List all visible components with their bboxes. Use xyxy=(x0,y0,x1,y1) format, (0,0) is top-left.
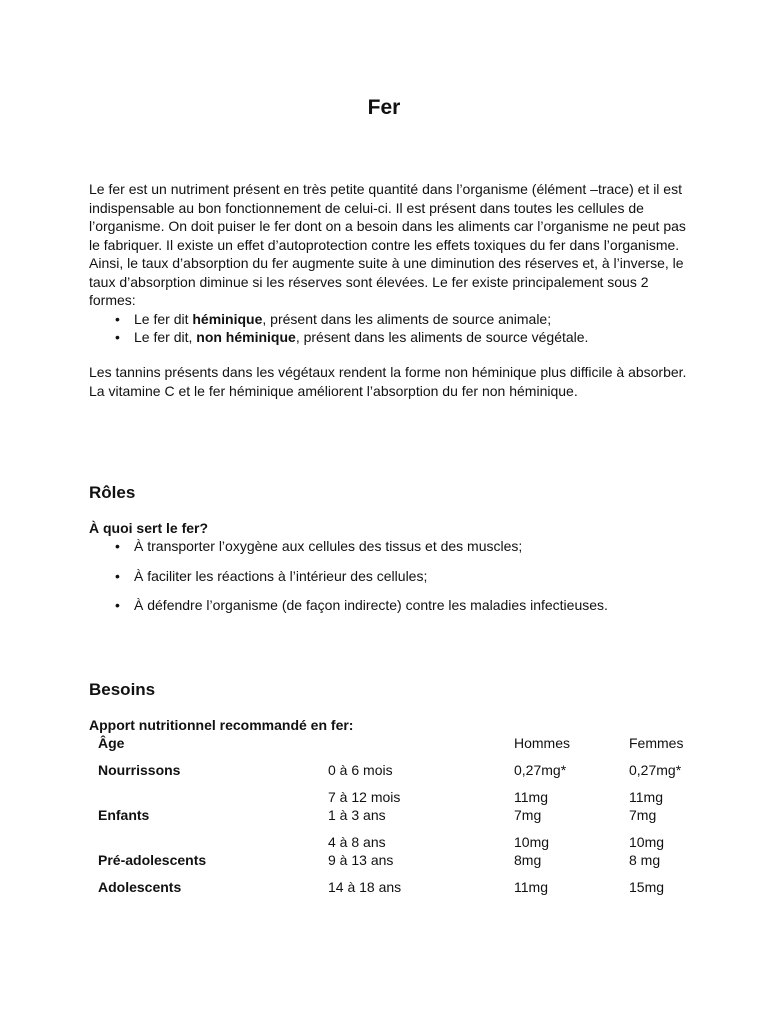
roles-list xyxy=(89,537,729,626)
cell-group: Enfants xyxy=(98,807,150,823)
list-item: • À faciliter les réactions à l’intérieur des cellules; xyxy=(89,567,729,585)
table-row xyxy=(98,779,718,806)
list-item: • À transporter l’oxygène aux cellules des tissus et des muscles; xyxy=(89,537,729,555)
cell-men: 7mg xyxy=(514,807,542,823)
form-bold: héminique xyxy=(192,310,263,327)
cell-age: 0 à 6 mois xyxy=(328,762,393,778)
cell-women: 7mg xyxy=(629,807,657,823)
table-row xyxy=(98,869,718,896)
form-bold: non héminique xyxy=(196,329,296,345)
table-row xyxy=(98,806,718,824)
cell-age: 7 à 12 mois xyxy=(328,789,401,805)
table-row xyxy=(98,752,718,779)
form-prefix: Le fer dit, xyxy=(134,329,197,345)
intro-paragraph: Le fer est un nutriment présent en très petite quantité dans l’organisme (élément –trace) et il est indispensable au bon fonctionnement de celui-ci. Il est présent dans toutes les cellules de l’organisme. On doit puiser le fer dont on a besoin dans les aliments car l’organisme ne peut pas le fabriquer. Il existe un effet d’autoprotection contre les effets toxiques du fer dans l’organisme. Ainsi, le taux d’absorption du fer augmente suite à une diminution des réserves et, à l’inverse, le taux d’absorption diminue si les réserves sont élevées. Le fer existe principalement sous 2 formes: xyxy=(89,181,686,308)
header-age xyxy=(328,734,514,752)
header-men: Hommes xyxy=(514,735,571,751)
roles-heading: Rôles xyxy=(89,483,136,502)
cell-group: Nourrissons xyxy=(98,762,181,778)
cell-women: 11mg xyxy=(629,789,663,805)
cell-age: 9 à 13 ans xyxy=(328,852,394,868)
intro-section xyxy=(89,180,689,347)
iron-requirements-table xyxy=(98,734,718,896)
cell-group xyxy=(98,824,328,851)
cell-men: 8mg xyxy=(514,852,542,868)
besoins-heading: Besoins xyxy=(89,680,156,699)
table-header-row xyxy=(98,734,718,752)
list-item xyxy=(89,328,689,347)
cell-women: 0,27mg* xyxy=(629,762,682,778)
page-title: Fer xyxy=(367,96,401,119)
tannins-section xyxy=(89,363,689,400)
cell-men: 11mg xyxy=(514,879,548,895)
cell-men: 10mg xyxy=(514,834,550,850)
table-row xyxy=(98,851,718,869)
cell-men: 0,27mg* xyxy=(514,762,567,778)
list-item xyxy=(89,310,689,329)
cell-group: Pré-adolescents xyxy=(98,852,207,868)
cell-age: 14 à 18 ans xyxy=(328,879,402,895)
form-prefix: Le fer dit xyxy=(134,310,193,327)
header-group: Âge xyxy=(98,735,125,751)
list-item: • À défendre l’organisme (de façon indirecte) contre les maladies infectieuses. xyxy=(89,596,729,614)
besoins-subtitle: Apport nutritionnel recommandé en fer: xyxy=(89,717,354,733)
tannins-paragraph: Les tannins présents dans les végétaux rendent la forme non héminique plus difficile à absorber. La vitamine C et le fer héminique améliorent l’absorption du fer non héminique. xyxy=(89,364,687,399)
table-row xyxy=(98,824,718,851)
form-suffix: , présent dans les aliments de source animale; xyxy=(262,310,552,327)
header-women: Femmes xyxy=(629,735,684,751)
cell-men: 11mg xyxy=(514,789,548,805)
form-suffix: , présent dans les aliments de source végétale. xyxy=(295,329,589,345)
cell-age: 1 à 3 ans xyxy=(328,807,386,823)
cell-group: Adolescents xyxy=(98,879,182,895)
roles-question: À quoi sert le fer? xyxy=(89,520,209,536)
cell-age: 4 à 8 ans xyxy=(328,834,386,850)
cell-women: 8 mg xyxy=(629,852,661,868)
cell-women: 15mg xyxy=(629,879,665,895)
iron-forms-list xyxy=(89,310,689,347)
cell-women: 10mg xyxy=(629,834,665,850)
cell-group xyxy=(98,779,328,806)
